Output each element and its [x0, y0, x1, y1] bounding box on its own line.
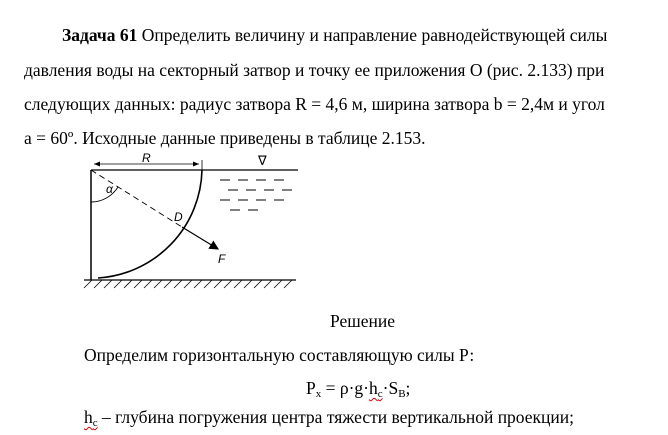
- solution-intro: Определим горизонтальную составляющую силы Р:: [84, 345, 475, 365]
- gate-arc: [98, 170, 202, 278]
- spellcheck-underline: $h_c$: [84, 407, 98, 429]
- angle-arc: [91, 187, 118, 202]
- solution-heading: Решение: [330, 311, 396, 331]
- problem-title: Задача 61: [62, 25, 138, 45]
- spellcheck-underline: $h_c$: [369, 378, 383, 400]
- ground-hatch: [84, 280, 292, 288]
- problem-line-2: давления воды на секторный затвор и точку ее приложения О (рис. 2.133) при: [24, 60, 605, 80]
- label-D: D: [174, 210, 183, 224]
- water-hatch: [220, 180, 292, 210]
- problem-line-3: следующих данных: радиус затвора R = 4,6 м, ширина затвора b = 2,4м и угол: [24, 94, 605, 114]
- force-arrow: [182, 227, 218, 249]
- label-alpha: α: [106, 182, 113, 196]
- problem-line-4: a = 60º. Исходные данные приведены в таблице 2.153.: [24, 128, 426, 148]
- water-level-icon: ∇: [258, 154, 267, 169]
- label-F: F: [218, 252, 226, 266]
- problem-line-1-text: Определить величину и направление равнодействующей силы: [137, 25, 608, 45]
- sector-gate-figure: [70, 150, 300, 300]
- formula: $P_x = \rho\cdot g\cdot h_c\cdot S_B$;: [306, 378, 411, 400]
- label-R: R: [142, 151, 151, 165]
- hc-definition: $h_c$ – глубина погружения центра тяжести вертикальной проекции;: [84, 407, 575, 429]
- problem-line-1: [62, 25, 607, 46]
